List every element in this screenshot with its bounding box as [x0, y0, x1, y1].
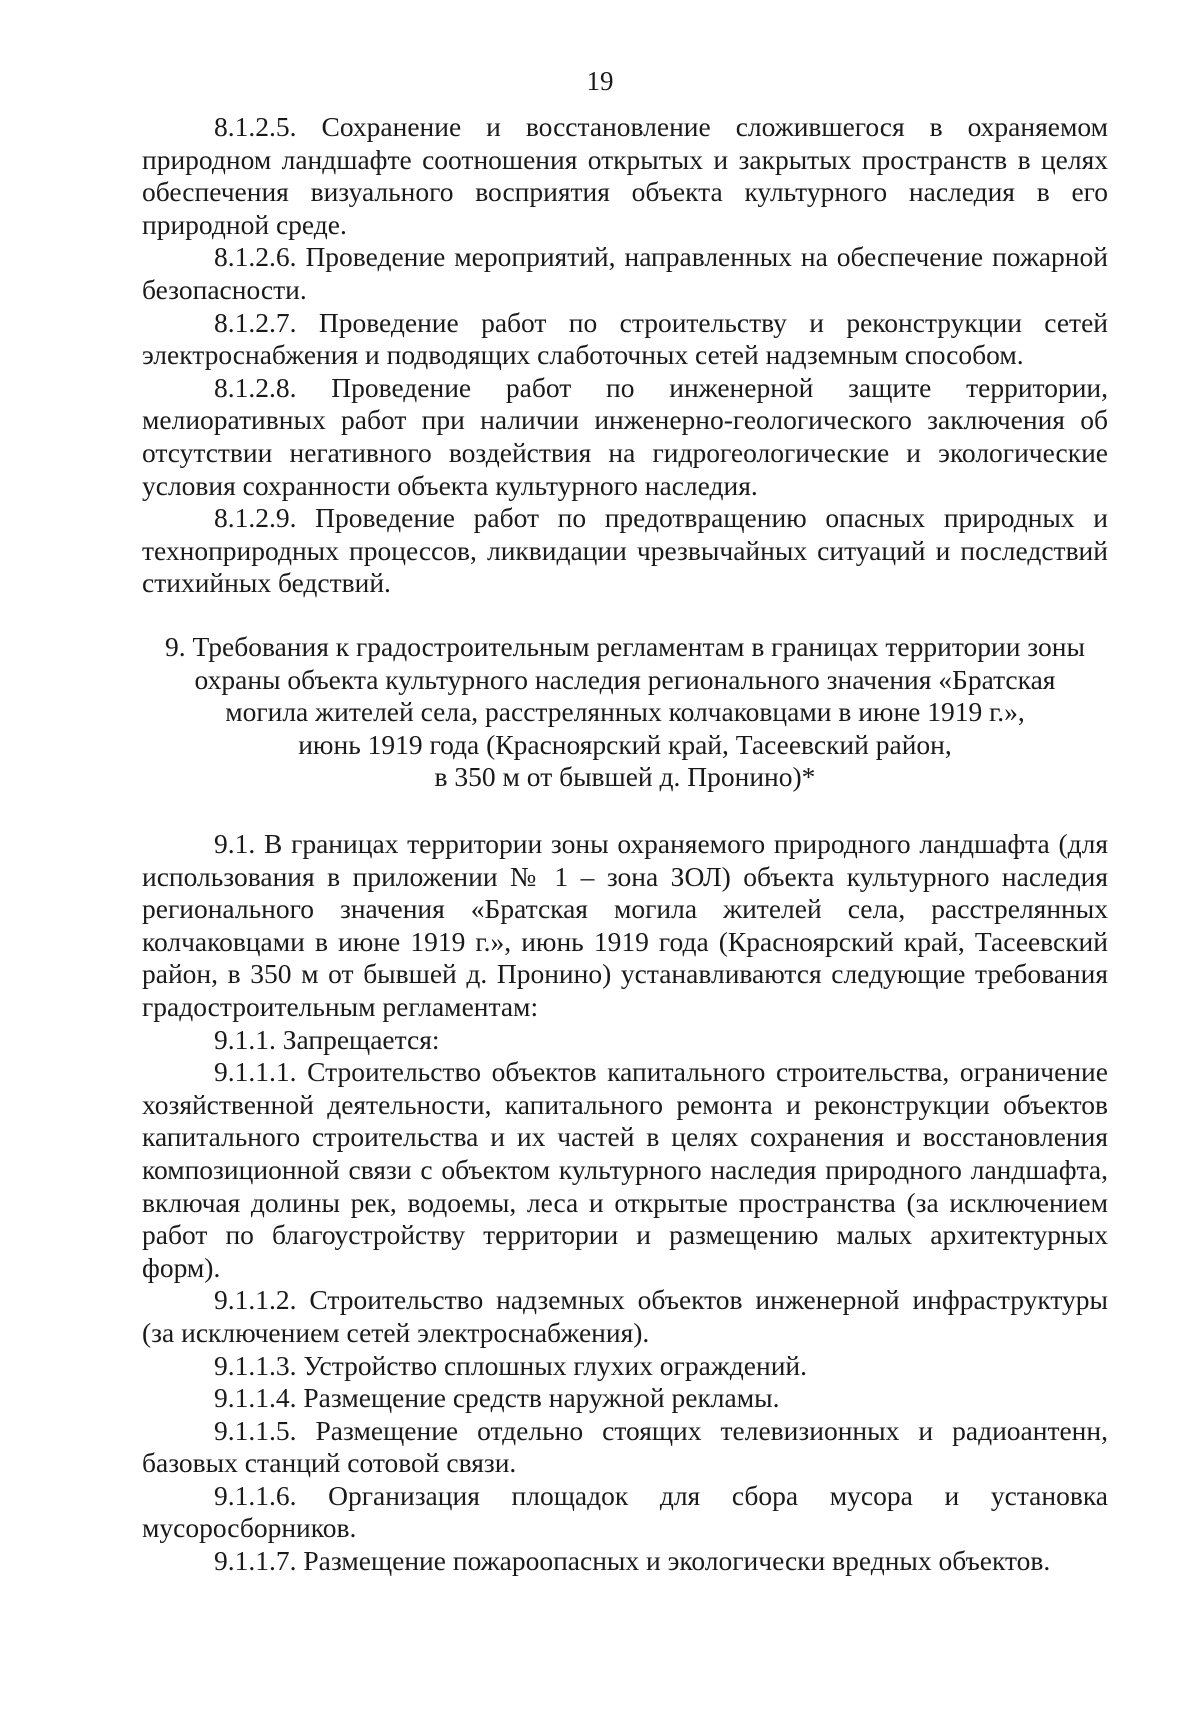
clause-9-1-1-4: 9.1.1.4. Размещение средств наружной рекламы.: [214, 1382, 780, 1414]
page-number: 19: [586, 66, 614, 96]
heading-line: 9. Требования к градостроительным регламентам в границах территории зоны: [165, 631, 1085, 662]
heading-line: охраны объекта культурного наследия регионального значения «Братская: [194, 663, 1056, 695]
heading-line: могила жителей села, расстрелянных колчаковцами в июне 1919 г.»,: [225, 696, 1025, 728]
clause-9-1-1-3: 9.1.1.3. Устройство сплошных глухих ограждений.: [214, 1349, 808, 1381]
heading-line: в 350 м от бывшей д. Пронино)*: [434, 761, 816, 793]
clause-8-1-2-7: 8.1.2.7. Проведение работ по строительству и реконструкции сетей электроснабжения и подводящих слаботочных сетей надземным способом.: [142, 306, 1108, 371]
clause-8-1-2-5: 8.1.2.5. Сохранение и восстановление сложившегося в охраняемом природном ландшафте соотношения открытых и закрытых пространств в целях обеспечения визуального восприятия объекта культурного наследия в его природной среде.: [142, 111, 1108, 240]
section-9-heading: [142, 631, 1108, 794]
clause-9-1-1-5: 9.1.1.5. Размещение отдельно стоящих телевизионных и радиоантенн, базовых станций сотовой связи.: [142, 1414, 1108, 1479]
clause-9-1-1-7: 9.1.1.7. Размещение пожароопасных и экологически вредных объектов.: [214, 1545, 1051, 1577]
clause-8-1-2-8: 8.1.2.8. Проведение работ по инженерной защите территории, мелиоративных работ при наличии инженерно-геологического заключения об отсутствии негативного воздействия на гидрогеологические и экологические условия сохранности объекта культурного наследия.: [142, 371, 1108, 501]
clause-9-1-1: 9.1.1. Запрещается:: [214, 1023, 440, 1055]
clause-9-1: 9.1. В границах территории зоны охраняемого природного ландшафта (для использования в приложении № 1 – зона ЗОЛ) объекта культурного наследия регионального значения «Братская могила жителей села, расстрелянных колчаковцами в июне 1919 г.», июнь 1919 года (Красноярский край, Тасеевский район, в 350 м от бывшей д. Пронино) устанавливаются следующие требования градостроительным регламентам:: [142, 828, 1108, 1022]
clause-8-1-2-6: 8.1.2.6. Проведение мероприятий, направленных на обеспечение пожарной безопасности.: [142, 241, 1108, 305]
clause-9-1-1-2: 9.1.1.2. Строительство надземных объектов инженерной инфраструктуры (за исключением сетей электроснабжения).: [142, 1284, 1108, 1348]
section-8-clauses: [142, 111, 1108, 600]
clause-9-1-1-1: 9.1.1.1. Строительство объектов капитального строительства, ограничение хозяйственной деятельности, капитального ремонта и реконструкции объектов капитального строительства и их частей в целях сохранения и восстановления композиционной связи с объектом культурного наследия природного ландшафта, включая долины рек, водоемы, леса и открытые пространства (за исключением работ по благоустройству территории и размещению малых архитектурных форм).: [142, 1056, 1108, 1283]
clause-8-1-2-9: 8.1.2.9. Проведение работ по предотвращению опасных природных и техноприродных процессов, ликвидации чрезвычайных ситуаций и последствий стихийных бедствий.: [142, 502, 1108, 599]
clause-9-1-1-6: 9.1.1.6. Организация площадок для сбора мусора и установка мусоросборников.: [142, 1479, 1108, 1544]
section-9-clauses: [142, 828, 1108, 1578]
heading-line: июнь 1919 года (Красноярский край, Тасеевский район,: [298, 728, 952, 760]
